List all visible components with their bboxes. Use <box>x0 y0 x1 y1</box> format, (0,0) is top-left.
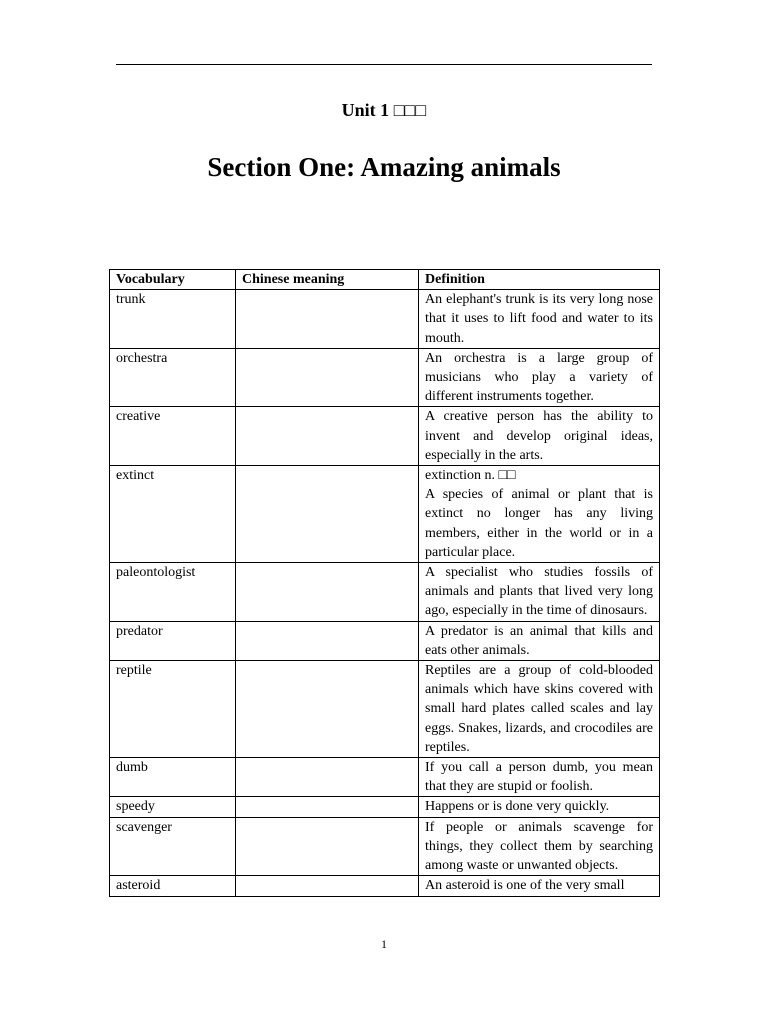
definition-cell <box>419 348 660 407</box>
definition-cell <box>419 290 660 349</box>
table-row <box>110 797 660 817</box>
unit-title-text: Unit 1 <box>341 100 394 120</box>
vocabulary-cell: paleontologist <box>110 563 236 622</box>
definition-cell <box>419 407 660 466</box>
vocabulary-cell: creative <box>110 407 236 466</box>
table-row <box>110 817 660 876</box>
chinese-meaning-cell <box>236 466 419 563</box>
definition-cell <box>419 661 660 758</box>
definition-text: A predator is an animal that kills and eats other animals. <box>425 623 653 658</box>
definition-cell <box>419 876 660 896</box>
chinese-meaning-cell <box>236 876 419 896</box>
vocabulary-cell: scavenger <box>110 817 236 876</box>
definition-text: extinction n. □□ <box>425 468 516 484</box>
definition-cell <box>419 797 660 817</box>
vocabulary-cell: reptile <box>110 661 236 758</box>
table-row <box>110 661 660 758</box>
section-title: Section One: Amazing animals <box>207 152 561 182</box>
chinese-meaning-cell <box>236 290 419 349</box>
definition-text: An elephant's trunk is its very long nose that it uses to lift food and water to its mouth. <box>425 292 653 346</box>
table-row <box>110 621 660 660</box>
chinese-meaning-cell <box>236 661 419 758</box>
table-row <box>110 290 660 349</box>
definition-text: If you call a person dumb, you mean that they are stupid or foolish. <box>425 760 653 795</box>
header-definition: Definition <box>419 270 660 290</box>
table-row <box>110 348 660 407</box>
vocabulary-cell: predator <box>110 621 236 660</box>
definition-text: A species of animal or plant that is extinct no longer has any living members, either in the world or in a particular place. <box>425 487 653 560</box>
table-header-row <box>110 270 660 290</box>
table-row <box>110 466 660 563</box>
definition-text: If people or animals scavenge for things, they collect them by searching among waste or unwanted objects. <box>425 819 653 874</box>
definition-cell <box>419 817 660 876</box>
chinese-meaning-cell <box>236 407 419 466</box>
vocabulary-table <box>109 269 660 897</box>
chinese-meaning-cell <box>236 758 419 797</box>
vocabulary-cell: trunk <box>110 290 236 349</box>
header-vocabulary: Vocabulary <box>110 270 236 290</box>
definition-cell <box>419 466 660 563</box>
chinese-meaning-cell <box>236 563 419 622</box>
chinese-meaning-cell <box>236 797 419 817</box>
definition-cell <box>419 621 660 660</box>
vocabulary-cell: speedy <box>110 797 236 817</box>
definition-text: Reptiles are a group of cold-blooded animals which have skins covered with small hard plates called scales and lay eggs. Snakes, lizards, and crocodiles are reptiles. <box>425 663 653 755</box>
unit-title <box>0 100 768 121</box>
table-row <box>110 876 660 896</box>
header-chinese-meaning: Chinese meaning <box>236 270 419 290</box>
unit-title-cjk: □□□ <box>393 100 427 120</box>
table-row <box>110 407 660 466</box>
chinese-meaning-cell <box>236 348 419 407</box>
table-row <box>110 563 660 622</box>
vocabulary-cell: orchestra <box>110 348 236 407</box>
definition-cell <box>419 563 660 622</box>
definition-cell <box>419 758 660 797</box>
chinese-meaning-cell <box>236 621 419 660</box>
definition-text: An orchestra is a large group of musicians who play a variety of different instruments together. <box>425 350 653 405</box>
definition-text: A specialist who studies fossils of animals and plants that lived very long ago, especially in the time of dinosaurs. <box>425 565 653 619</box>
definition-text: Happens or is done very quickly. <box>425 799 610 815</box>
page-number: 1 <box>381 937 387 951</box>
vocabulary-cell: dumb <box>110 758 236 797</box>
chinese-meaning-cell <box>236 817 419 876</box>
header-rule <box>116 64 652 65</box>
definition-text: A creative person has the ability to invent and develop original ideas, especially in the arts. <box>425 409 653 463</box>
definition-text: An asteroid is one of the very small <box>425 878 625 894</box>
vocabulary-cell: asteroid <box>110 876 236 896</box>
vocabulary-cell: extinct <box>110 466 236 563</box>
table-body <box>110 290 660 896</box>
table-row <box>110 758 660 797</box>
